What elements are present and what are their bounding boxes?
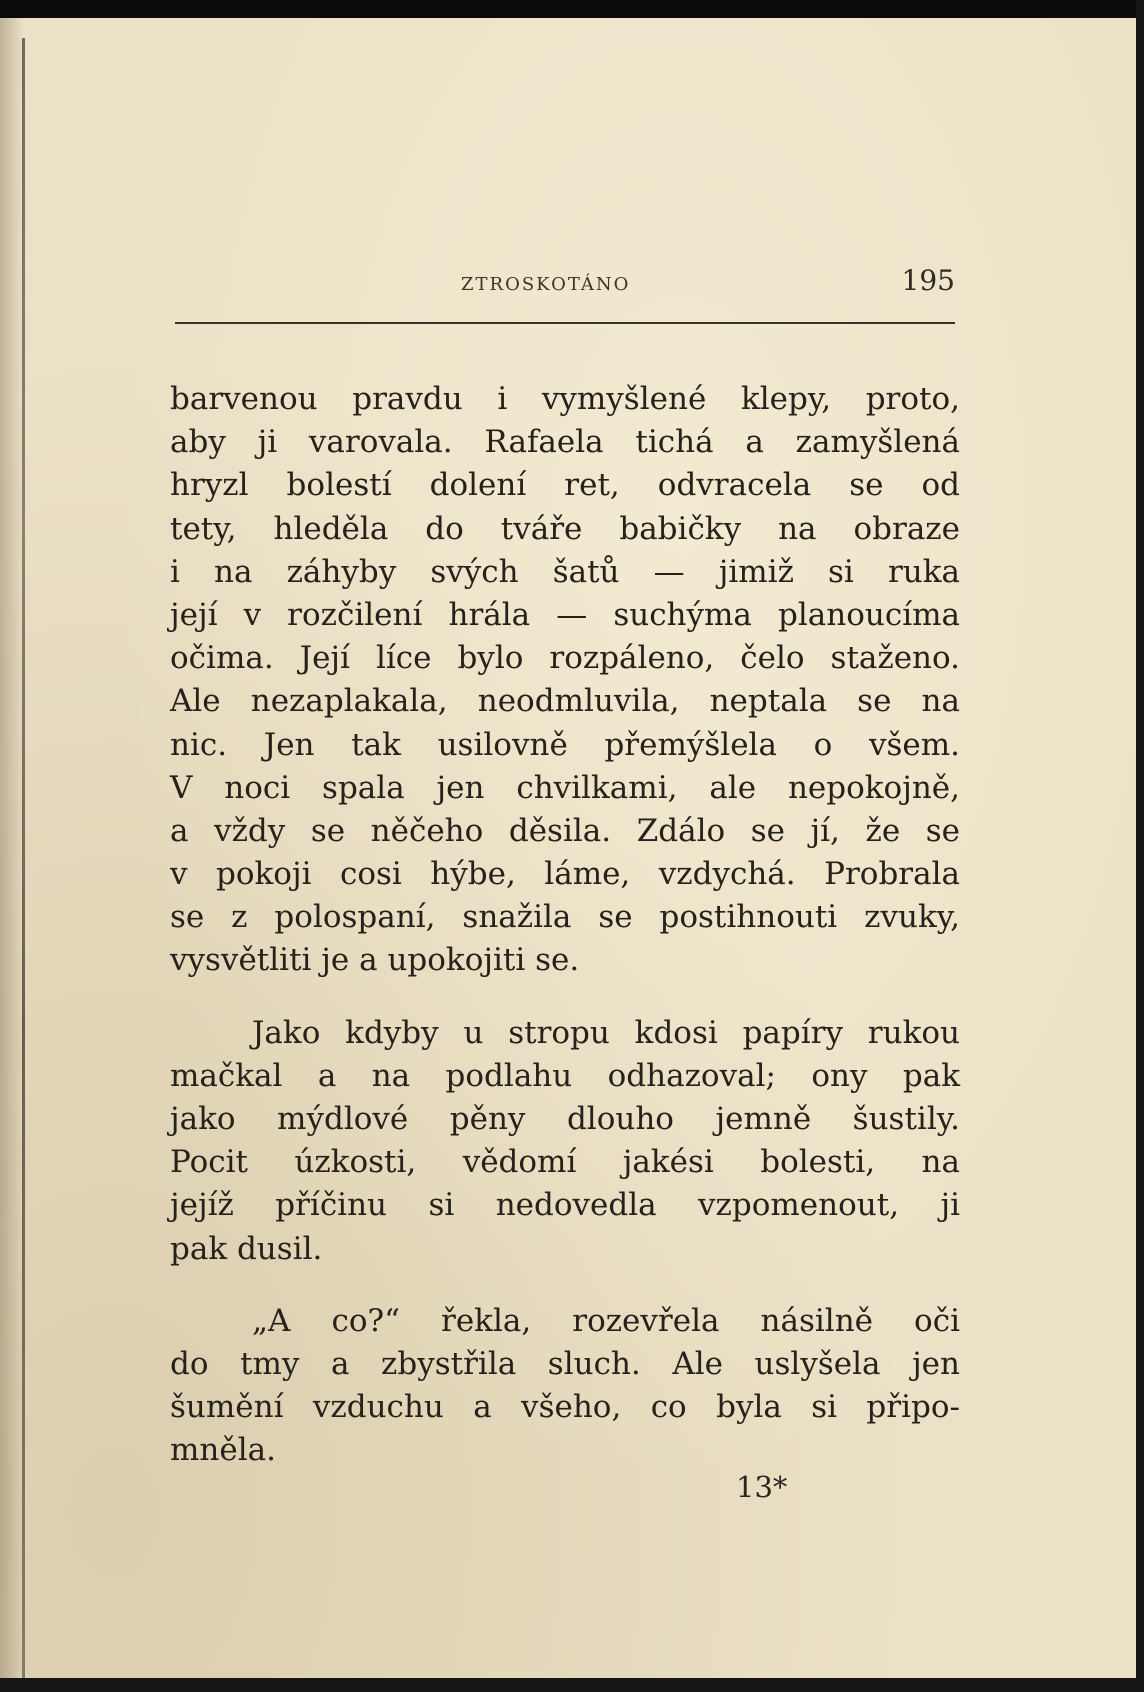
text-line: mněla. [170,1432,276,1469]
running-title: ZTROSKOTÁNO [461,274,631,295]
text-line: tety, hleděla do tváře babičky na obraze [170,510,960,547]
text-line: vysvětliti je a upokojiti se. [170,942,580,979]
text-line: Pocit úzkosti, vědomí jakési bolesti, na [170,1144,960,1181]
paragraph-2 [170,1012,960,1271]
scan-border-top [0,0,1144,20]
text-line: Ale nezaplakala, neodmluvila, neptala se na [170,683,960,720]
text-line: a vždy se něčeho děsila. Zdálo se jí, že se [170,812,960,849]
text-line: jako mýdlové pěny dlouho jemně šustily. [170,1101,960,1137]
page-number: 195 [901,264,955,297]
text-line: očima. Její líce bylo rozpáleno, čelo staženo. [170,640,960,677]
book-page [0,18,1136,1678]
text-line: se z polospaní, snažila se postihnouti zvuky, [170,899,960,936]
text-line: pak dusil. [170,1230,323,1267]
text-line: Jako kdyby u stropu kdosi papíry rukou [252,1014,960,1051]
signature-mark: 13* [736,1470,788,1504]
text-line: aby ji varovala. Rafaela tichá a zamyšlená [170,424,960,461]
paragraph-3 [170,1300,960,1473]
paragraph-1 [170,378,960,983]
text-line: šumění vzduchu a všeho, co byla si připo- [170,1389,960,1426]
paragraph-gap [170,983,960,1012]
scan-border-bottom [0,1678,1144,1692]
text-line: její v rozčilení hrála — suchýma planoucíma [170,596,960,633]
text-line: V noci spala jen chvilkami, ale nepokojně, [170,769,960,806]
text-line: do tmy a zbystřila sluch. Ale uslyšela jen [170,1345,960,1382]
text-line: jejíž příčinu si nedovedla vzpomenout, ji [170,1187,960,1224]
text-line: barvenou pravdu i vymyšlené klepy, proto, [170,381,960,417]
scan-border-right [1136,0,1144,1692]
gutter-shadow [0,18,24,1678]
text-line: „A co?“ řekla, rozevřela násilně oči [252,1302,960,1339]
text-line: v pokoji cosi hýbe, láme, vzdychá. Probrala [170,856,960,893]
text-line: i na záhyby svých šatů — jimiž si ruka [170,553,960,590]
body-text [170,378,960,1473]
paragraph-gap [170,1271,960,1300]
binding-edge [22,38,25,1678]
header-rule [175,322,955,324]
running-header [175,256,955,302]
text-line: hryzl bolestí dolení ret, odvracela se od [170,467,960,504]
text-line: mačkal a na podlahu odhazoval; ony pak [170,1057,960,1094]
text-line: nic. Jen tak usilovně přemýšlela o všem. [170,726,960,763]
